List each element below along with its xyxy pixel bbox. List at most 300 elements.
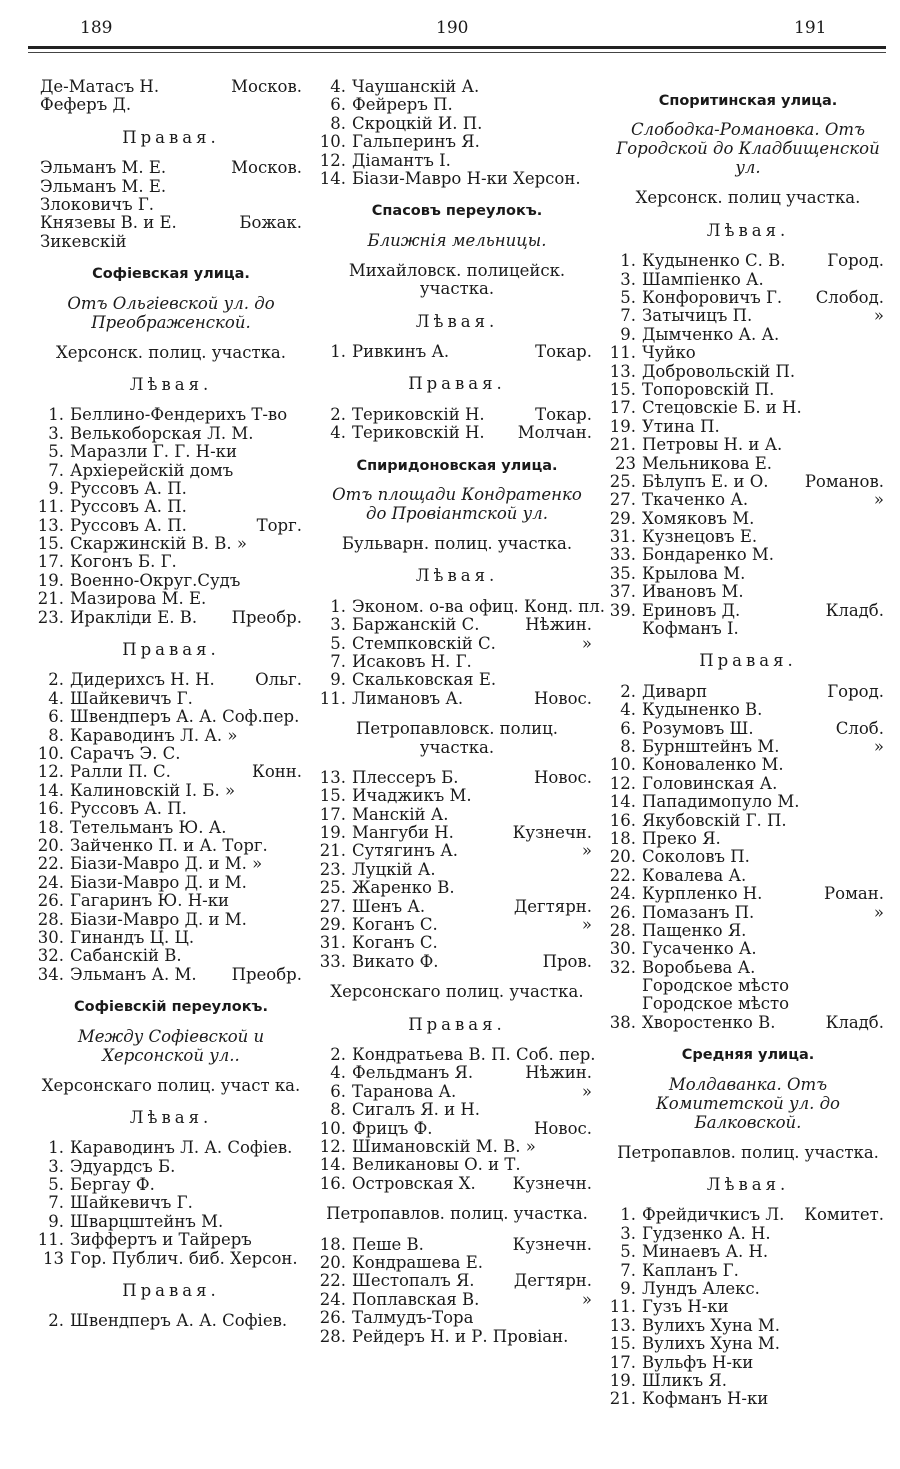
resident-name: Капланъ Г.	[642, 1260, 739, 1280]
house-number: 12.	[37, 762, 64, 782]
cross-street-note: Преобр.	[231, 964, 302, 984]
directory-entry	[612, 455, 884, 473]
directory-entry	[609, 773, 884, 793]
resident-name: Кудыненко С. В.	[642, 251, 786, 271]
resident-name: Териковскій Н.	[352, 404, 485, 424]
directory-entry	[319, 859, 592, 879]
resident-name: Добровольскій П.	[642, 361, 796, 381]
directory-entry	[609, 828, 884, 848]
cross-street-note: »	[581, 633, 592, 653]
directory-entry	[609, 343, 884, 363]
directory-entry	[322, 616, 592, 634]
resident-name: Военно-Округ.Судъ	[70, 570, 241, 590]
directory-entry	[37, 946, 302, 966]
resident-name: Дымченко А. А.	[642, 324, 780, 344]
column-right	[609, 78, 884, 1409]
resident-name: Кондратьева В. П. Соб. пер.	[352, 1045, 596, 1065]
house-number: 25.	[609, 471, 636, 491]
house-number: 21.	[609, 1389, 636, 1409]
resident-name: Ичаджикъ М.	[352, 786, 472, 806]
directory-entry	[319, 1326, 592, 1346]
resident-name: Териковскій Н.	[352, 423, 485, 443]
cross-street-note: Нѣжин.	[525, 1063, 592, 1083]
directory-entry	[609, 416, 884, 436]
resident-name: Пападимопуло М.	[642, 792, 800, 812]
resident-name: Чуйко	[642, 343, 696, 363]
resident-name: Сигалъ Я. и Н.	[352, 1100, 481, 1120]
street-heading: Средняя улица.	[681, 1047, 815, 1064]
directory-entry	[319, 1289, 592, 1309]
directory-entry	[40, 78, 302, 96]
directory-entry	[612, 307, 884, 325]
house-number: 11.	[609, 1297, 636, 1317]
resident-name: Бѣлупъ Е. и О.	[642, 471, 769, 491]
resident-name: Гагаринъ Ю. Н-ки	[70, 891, 229, 911]
house-number: 15.	[319, 786, 346, 806]
header-rule-thin	[28, 52, 886, 53]
house-number: 21.	[609, 435, 636, 455]
house-number: 38.	[609, 1012, 636, 1032]
house-number: 30.	[609, 939, 636, 959]
resident-name: Кондрашева Е.	[352, 1252, 484, 1272]
house-number: 17.	[37, 552, 64, 572]
cross-street-note: Торг.	[256, 515, 302, 535]
house-number: 18.	[37, 817, 64, 837]
house-number: 19.	[609, 416, 636, 436]
house-number: 15.	[609, 1334, 636, 1354]
resident-name: Шестопалъ Я.	[352, 1271, 475, 1291]
resident-name: Кудыненко В.	[642, 700, 763, 720]
directory-entry	[37, 497, 302, 517]
house-number: 27.	[609, 490, 636, 510]
resident-name: Дидерихсъ Н. Н.	[70, 670, 215, 690]
house-number: 28.	[319, 1326, 346, 1346]
cross-street-note: Кузнечн.	[512, 1173, 592, 1193]
directory-entry	[319, 150, 592, 170]
directory-entry	[37, 780, 302, 800]
directory-entry	[612, 1243, 884, 1261]
house-number: 3.	[330, 615, 346, 635]
resident-name: Сутягинъ А.	[352, 841, 458, 861]
house-number: 9.	[48, 478, 64, 498]
directory-entry	[609, 1389, 884, 1409]
street-description: Отъ Ольгіевской ул. до Преображенской.	[67, 293, 275, 332]
house-number: 14.	[319, 1155, 346, 1175]
cross-street-note: Москов.	[231, 158, 302, 178]
resident-name: Коганъ С.	[352, 915, 438, 935]
resident-name: Маразли Г. Г. Н-ки	[70, 442, 237, 462]
house-number: 16.	[319, 1173, 346, 1193]
street-description: Слободка-Романовка. Отъ Городской до Кладбищенской ул.	[616, 120, 880, 178]
resident-name: Преко Я.	[642, 828, 721, 848]
house-number: 23.	[37, 607, 64, 627]
house-number: 26.	[37, 891, 64, 911]
directory-entry	[37, 872, 302, 892]
house-number: 7.	[48, 1193, 64, 1213]
house-number: 1.	[330, 596, 346, 616]
directory-entry	[609, 563, 884, 583]
resident-name: Поплавская В.	[352, 1289, 480, 1309]
resident-name: Ралли П. С.	[70, 762, 171, 782]
directory-entry	[319, 823, 592, 843]
resident-name: Кофманъ Н-ки	[642, 1389, 769, 1409]
resident-name: Скальковская Е.	[352, 670, 497, 690]
resident-name: Ткаченко А.	[642, 490, 749, 510]
house-number: 23.	[319, 859, 346, 879]
resident-name: Исаковъ Н. Г.	[352, 651, 472, 671]
directory-entry	[40, 1312, 302, 1330]
cross-street-note: Нѣжин.	[525, 615, 592, 635]
house-number: 13	[43, 1248, 64, 1268]
directory-entry	[319, 841, 592, 861]
directory-entry	[612, 271, 884, 289]
house-number: 26.	[609, 902, 636, 922]
directory-entry	[612, 1225, 884, 1243]
resident-name: Зайченко П. и А. Торг.	[70, 835, 268, 855]
house-number: 1.	[620, 251, 636, 271]
cross-street-note: Новос.	[533, 688, 592, 708]
resident-name: Шайкевичъ Г.	[70, 688, 193, 708]
directory-entry	[322, 1101, 592, 1119]
resident-name: Шварцштейнъ М.	[70, 1211, 224, 1231]
cross-street-note: Преобр.	[231, 607, 302, 627]
street-side-heading: Правая.	[408, 1014, 506, 1034]
resident-name: Гудзенко А. Н.	[642, 1223, 771, 1243]
street-description: Между Софіевской и Херсонской ул..	[77, 1026, 265, 1065]
resident-name: Таранова А.	[352, 1081, 457, 1101]
resident-name: Архіерейскій домъ	[70, 460, 234, 480]
house-number: 2.	[48, 670, 64, 690]
house-number: 11.	[319, 688, 346, 708]
directory-entry	[612, 1280, 884, 1298]
house-number: 34.	[37, 964, 64, 984]
directory-entry	[609, 582, 884, 602]
street-side-heading: Лѣвая.	[415, 566, 499, 586]
house-number: 13.	[319, 767, 346, 787]
house-number: 16.	[37, 799, 64, 819]
house-number: 31.	[609, 527, 636, 547]
resident-name: Курпленко Н.	[642, 884, 763, 904]
house-number: 9.	[620, 1279, 636, 1299]
directory-entry	[609, 398, 884, 418]
directory-entry	[319, 132, 592, 152]
resident-name: Кузнецовъ Е.	[642, 527, 758, 547]
cross-street-note: Новос.	[533, 1118, 592, 1138]
directory-entry	[609, 920, 884, 940]
house-number: 7.	[620, 306, 636, 326]
resident-name: Эльманъ А. М.	[70, 964, 197, 984]
house-number: 27.	[319, 896, 346, 916]
directory-entry	[612, 1262, 884, 1280]
directory-entry	[322, 96, 592, 114]
resident-name: Мельникова Е.	[642, 453, 773, 473]
house-number: 13.	[609, 361, 636, 381]
directory-entry	[319, 804, 592, 824]
house-number: 21.	[319, 841, 346, 861]
house-number: 14.	[319, 168, 346, 188]
resident-name: Сабанскій В.	[70, 946, 182, 966]
house-number: 1.	[48, 405, 64, 425]
directory-entry	[40, 480, 302, 498]
directory-entry	[322, 78, 592, 96]
resident-name: Ивановъ М.	[642, 582, 744, 602]
house-number: 22.	[37, 854, 64, 874]
house-number: 14.	[37, 780, 64, 800]
house-number: 9.	[620, 324, 636, 344]
resident-name: Біази-Мавро Н-ки Херсон.	[352, 168, 581, 188]
house-number: 12.	[609, 773, 636, 793]
house-number: 19.	[609, 1370, 636, 1390]
cross-street-note: Кузнечн.	[512, 823, 592, 843]
resident-name: Утина П.	[642, 416, 720, 436]
cross-street-note: Город.	[827, 681, 884, 701]
directory-entry	[319, 1308, 592, 1328]
resident-name: Пеше В.	[352, 1234, 424, 1254]
resident-name: Кофманъ I.	[642, 619, 739, 639]
column-left	[37, 77, 302, 1331]
police-precinct: Херсонскаго полиц. участка.	[330, 982, 584, 1002]
directory-entry	[40, 462, 302, 480]
house-number: 25.	[319, 878, 346, 898]
resident-name: Біази-Мавро Д. и М. »	[70, 854, 263, 874]
house-number: 11.	[609, 343, 636, 363]
resident-name: Городское мѣсто	[642, 994, 790, 1014]
house-number: 23	[615, 453, 636, 473]
resident-name: Злоковичъ Г.	[40, 194, 155, 214]
directory-entry	[40, 671, 302, 689]
directory-entry	[40, 233, 302, 251]
directory-entry	[319, 896, 592, 916]
police-precinct: Петропавлов. полиц. участка.	[326, 1204, 588, 1224]
directory-entry	[37, 1230, 302, 1250]
directory-entry	[319, 915, 592, 935]
resident-name: Беллино-Фендерихъ Т-во	[70, 405, 288, 425]
resident-name: Караводинъ Л. А. »	[70, 725, 238, 745]
cross-street-note: »	[873, 490, 884, 510]
house-number: 22.	[319, 1271, 346, 1291]
resident-name: Велькоборская Л. М.	[70, 423, 254, 443]
resident-name: Шенъ А.	[352, 896, 426, 916]
directory-entry	[609, 957, 884, 977]
directory-entry	[609, 884, 884, 904]
cross-street-note: Дегтярн.	[513, 896, 592, 916]
house-number: 39.	[609, 600, 636, 620]
house-number: 8.	[330, 1100, 346, 1120]
resident-name: Иракліди Е. В.	[70, 607, 198, 627]
street-side-heading: Правая.	[408, 374, 506, 394]
directory-entry	[609, 1315, 884, 1335]
resident-name: Фрейдичкисъ Л.	[642, 1205, 785, 1225]
resident-name: Лундъ Алекс.	[642, 1279, 760, 1299]
resident-name: Хворостенко В.	[642, 1012, 776, 1032]
house-number: 32.	[609, 957, 636, 977]
house-number: 9.	[330, 670, 346, 690]
house-number: 14.	[609, 792, 636, 812]
directory-entry	[40, 214, 302, 232]
directory-entry	[322, 671, 592, 689]
street-side-heading: Правая.	[699, 651, 797, 671]
resident-name: Стемпковскій С.	[352, 633, 496, 653]
house-number: 28.	[37, 909, 64, 929]
cross-street-note: Роман.	[824, 884, 884, 904]
house-number: 11.	[37, 497, 64, 517]
police-precinct: Михайловск. полицейск. участка.	[348, 260, 566, 299]
resident-name: Петровы Н. и А.	[642, 435, 783, 455]
directory-entry	[322, 596, 606, 616]
cross-street-note: »	[873, 902, 884, 922]
resident-name: Фельдманъ Я.	[352, 1063, 474, 1083]
resident-name: Гальперинъ Я.	[352, 132, 480, 152]
directory-entry	[319, 1136, 592, 1156]
directory-entry	[40, 425, 302, 443]
resident-name: Хомяковъ М.	[642, 508, 755, 528]
house-number: 12.	[319, 150, 346, 170]
directory-entry	[37, 835, 302, 855]
cross-street-note: »	[581, 915, 592, 935]
directory-entry	[609, 1334, 884, 1354]
resident-name: Эльманъ М. Е.	[40, 158, 167, 178]
street-heading: Софіевскій переулокъ.	[74, 999, 268, 1016]
directory-entry	[609, 847, 884, 867]
directory-entry	[609, 435, 884, 455]
house-number: 18.	[319, 1234, 346, 1254]
directory-entry	[37, 762, 302, 782]
house-number: 1.	[620, 1205, 636, 1225]
resident-name: Фрицъ Ф.	[352, 1118, 433, 1138]
resident-name: Баржанскій С.	[352, 615, 480, 635]
resident-name: Островская Х.	[352, 1173, 476, 1193]
directory-entry	[37, 589, 302, 609]
street-side-heading: Правая.	[122, 640, 220, 660]
house-number: 7.	[330, 651, 346, 671]
cross-street-note: »	[581, 1289, 592, 1309]
house-number: 2.	[48, 1311, 64, 1331]
resident-name: Чаушанскій А.	[352, 77, 480, 96]
house-number: 16.	[609, 810, 636, 830]
house-number: 17.	[319, 804, 346, 824]
directory-entry	[609, 1012, 884, 1032]
resident-name: Головинская А.	[642, 773, 778, 793]
directory-entry	[37, 927, 302, 947]
cross-street-note: Пров.	[542, 951, 592, 971]
directory-entry	[40, 727, 302, 745]
house-number: 12.	[319, 1136, 346, 1156]
resident-name: Манскій А.	[352, 804, 449, 824]
resident-name: Діамантъ I.	[352, 150, 451, 170]
directory-entry	[609, 939, 884, 959]
directory-entry	[609, 471, 884, 491]
street-side-heading: Правая.	[122, 1281, 220, 1301]
directory-entry	[609, 902, 884, 922]
resident-name: Де-Матасъ Н.	[40, 77, 160, 96]
resident-name: Шимановскій М. В. »	[352, 1136, 536, 1156]
cross-street-note: Молчан.	[517, 423, 592, 443]
resident-name: Розумовъ Ш.	[642, 718, 754, 738]
street-side-heading: Лѣвая.	[415, 311, 499, 331]
house-number: 10.	[319, 1118, 346, 1138]
directory-entry	[612, 620, 884, 638]
house-number: 7.	[48, 460, 64, 480]
directory-entry	[612, 1206, 884, 1224]
resident-name: Біази-Мавро Д. и М.	[70, 872, 247, 892]
cross-street-note: Кладб.	[825, 600, 884, 620]
street-description: Молдаванка. Отъ Комитетской ул. до Балковской.	[656, 1074, 840, 1132]
house-number: 8.	[620, 737, 636, 756]
resident-name: Бурнштейнъ М.	[642, 737, 780, 756]
directory-entry	[322, 1083, 592, 1101]
cross-street-note: Божак.	[239, 213, 302, 233]
directory-entry	[609, 1297, 884, 1317]
resident-name: Вулихъ Хуна М.	[642, 1334, 781, 1354]
house-number: 10.	[609, 755, 636, 775]
resident-name: Феферъ Д.	[40, 95, 132, 115]
resident-name: Скаржинскій В. В. »	[70, 534, 247, 554]
resident-name: Зикевскій	[40, 231, 127, 251]
resident-name: Эдуардсъ Б.	[70, 1156, 176, 1176]
directory-entry	[609, 527, 884, 547]
house-number: 18.	[609, 828, 636, 848]
cross-street-note: Токар.	[535, 341, 592, 361]
directory-entry	[319, 1271, 592, 1291]
directory-entry	[319, 933, 592, 953]
house-number: 19.	[319, 823, 346, 843]
directory-entry	[37, 909, 302, 929]
house-number: 8.	[330, 113, 346, 133]
directory-entry	[612, 326, 884, 344]
header-rule-thick	[28, 46, 886, 49]
house-number: 20.	[37, 835, 64, 855]
house-number: 10.	[37, 744, 64, 764]
house-number: 4.	[330, 1063, 346, 1083]
resident-name: Шайкевичъ Г.	[70, 1193, 193, 1213]
resident-name: Калиновскій I. Б. »	[70, 780, 236, 800]
resident-name: Швендперъ А. А. Софіев.	[70, 1311, 288, 1331]
house-number: 15.	[37, 534, 64, 554]
resident-name: Викато Ф.	[352, 951, 439, 971]
resident-name: Мангуби Н.	[352, 823, 454, 843]
house-number: 26.	[319, 1308, 346, 1328]
house-number: 29.	[609, 508, 636, 528]
directory-entry	[609, 755, 884, 775]
house-number: 13.	[609, 1315, 636, 1335]
house-number: 22.	[609, 865, 636, 885]
cross-street-note: Токар.	[535, 404, 592, 424]
directory-entry	[40, 690, 302, 708]
house-number: 4.	[48, 688, 64, 708]
cross-street-note: Ольг.	[255, 670, 302, 690]
house-number: 3.	[48, 1156, 64, 1176]
resident-name: Городское мѣсто	[642, 976, 790, 996]
house-number: 17.	[609, 1352, 636, 1372]
resident-name: Ковалева А.	[642, 865, 747, 885]
directory-entry	[37, 515, 302, 535]
house-number: 24.	[37, 872, 64, 892]
directory-entry	[609, 865, 884, 885]
directory-entry	[609, 361, 884, 381]
police-precinct: Херсонск. полиц. участка.	[55, 342, 287, 362]
directory-entry	[40, 159, 302, 177]
resident-name: Талмудъ-Тора	[352, 1308, 474, 1328]
street-heading: Софіевская улица.	[92, 266, 250, 283]
house-number: 5.	[330, 633, 346, 653]
directory-entry	[609, 508, 884, 528]
resident-name: Фейреръ П.	[352, 95, 453, 115]
directory-entry	[319, 1173, 592, 1193]
cross-street-note: Город.	[827, 251, 884, 271]
directory-entry	[37, 570, 302, 590]
house-number: 5.	[620, 288, 636, 307]
directory-entry	[319, 1234, 592, 1254]
